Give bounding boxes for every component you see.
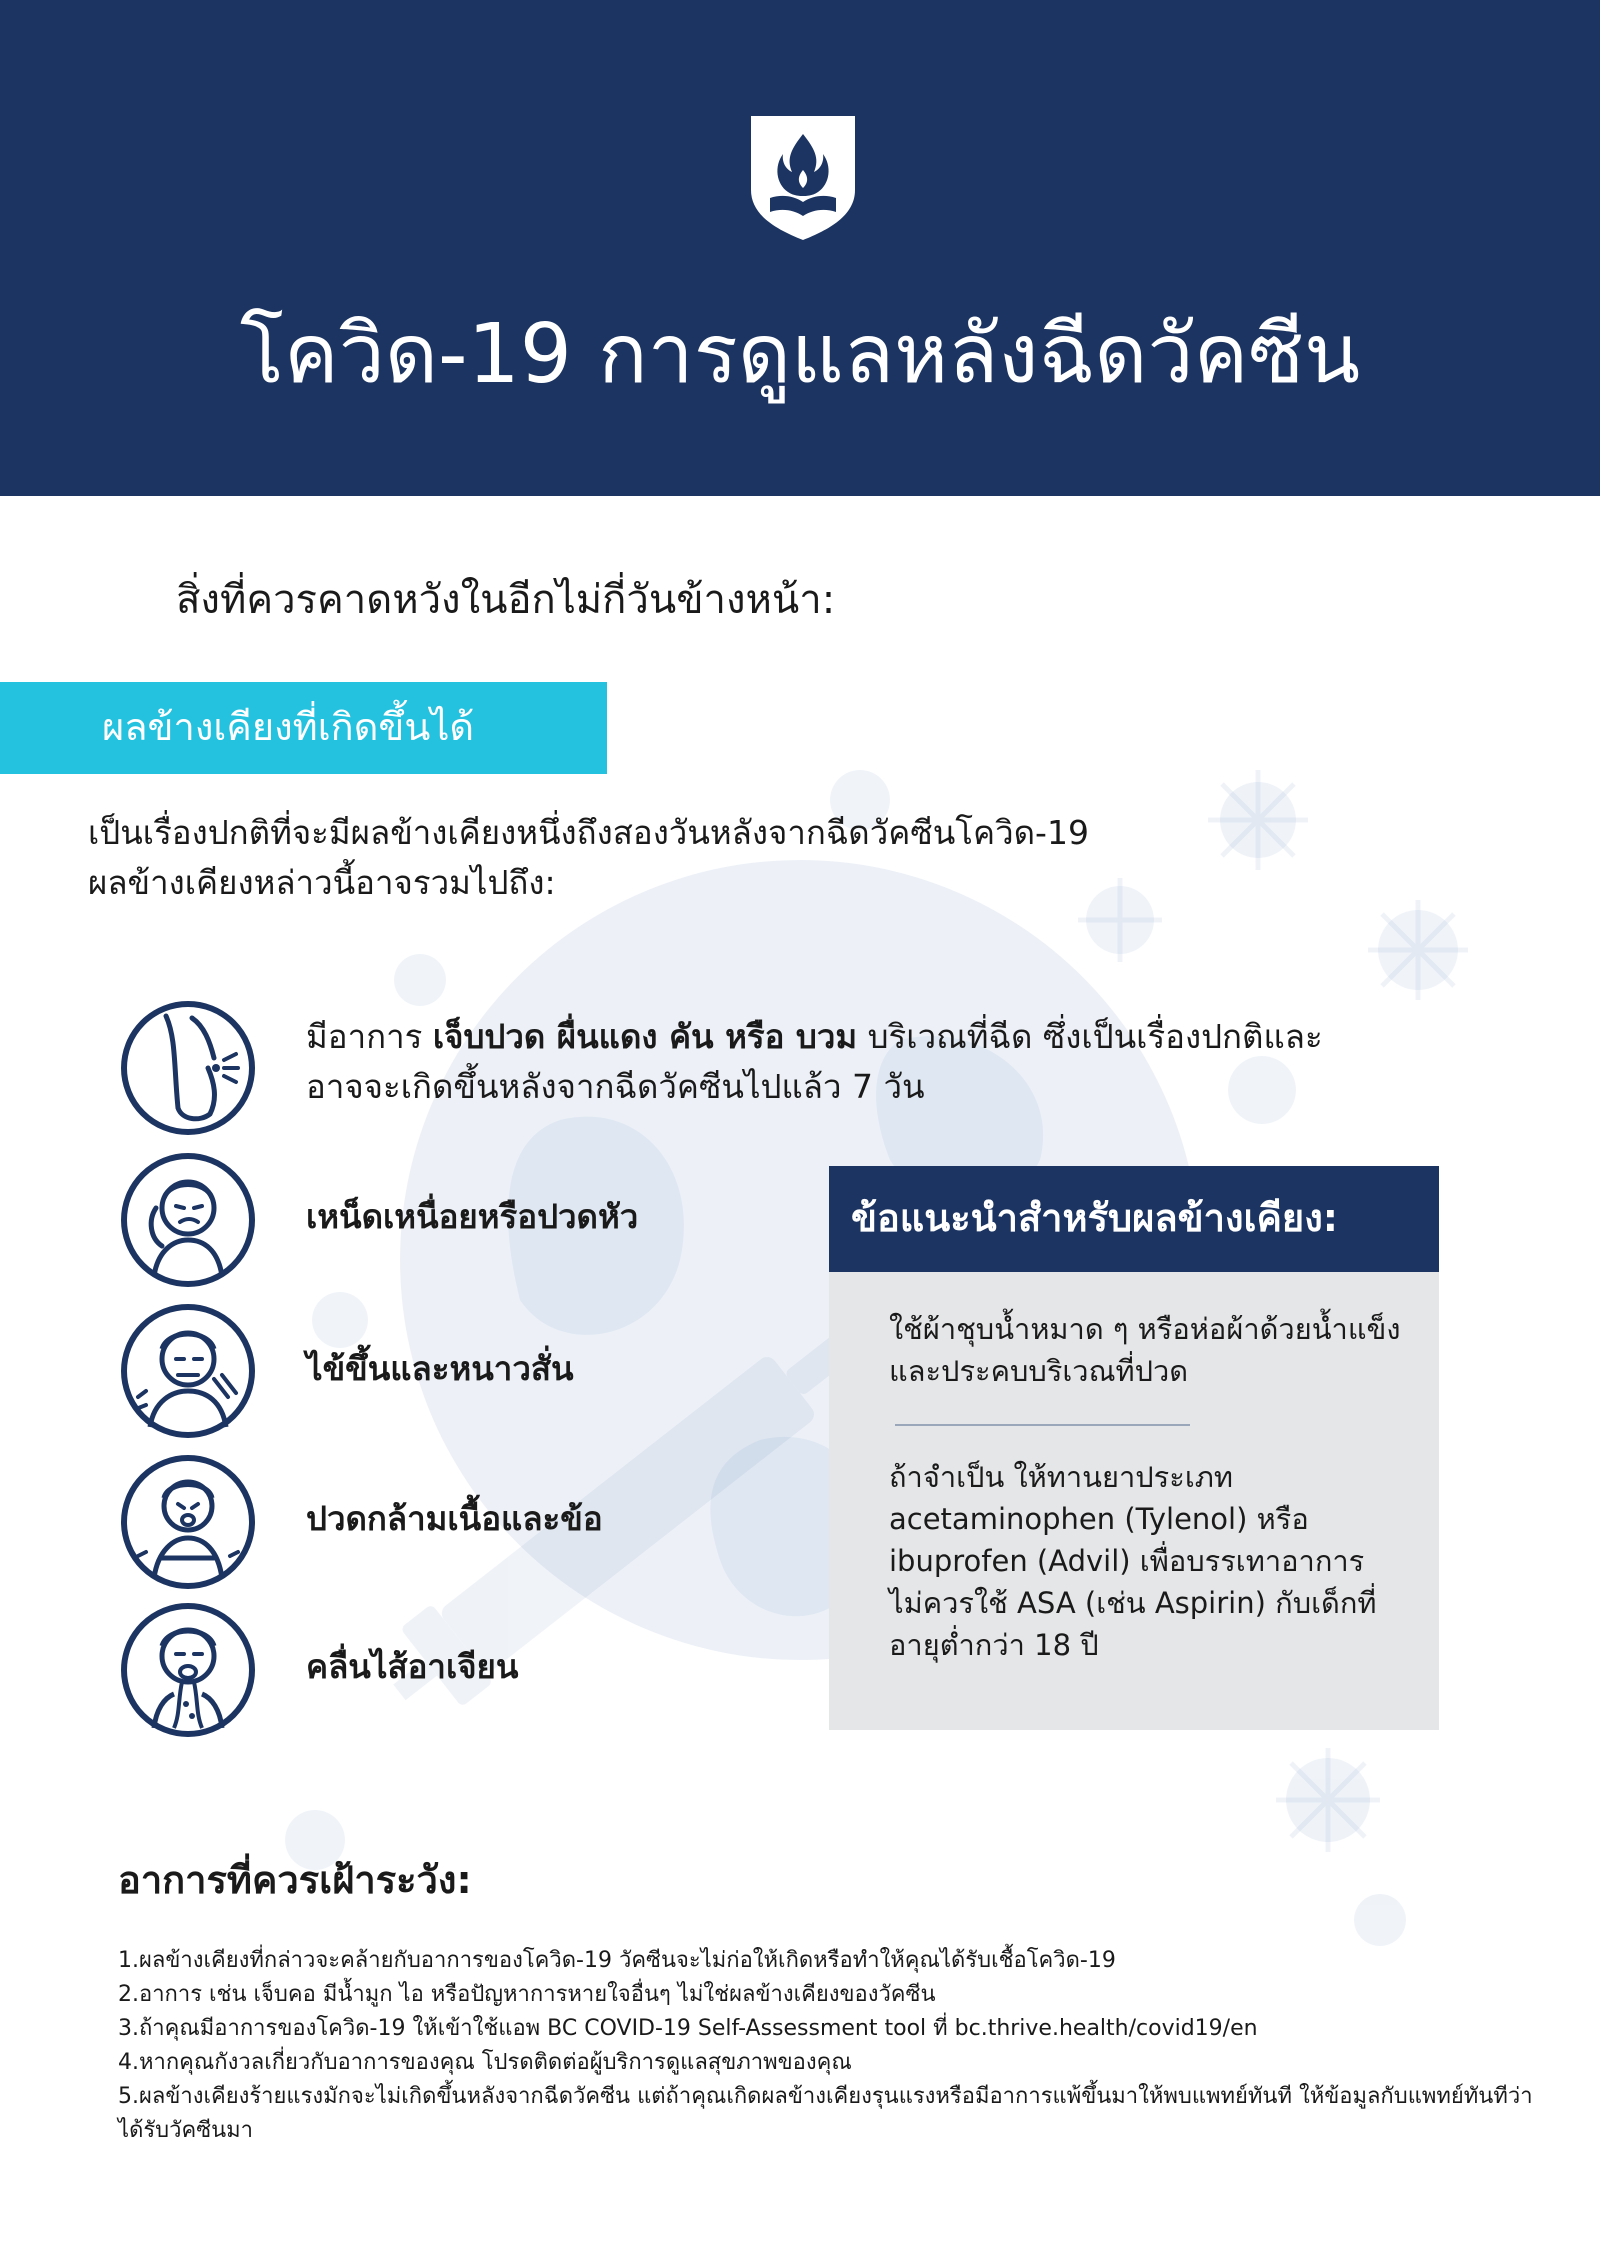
advice-tip2-line-3 [889, 1540, 1409, 1582]
symptom-fever-chills: ไข้ขึ้นและหนาวสั่น [306, 1349, 574, 1388]
aspirin-text: Aspirin [1154, 1586, 1255, 1620]
advice-heading-bar [829, 1166, 1439, 1272]
subtitle: สิ่งที่ควรคาดหวังในอีกไม่กี่วันข้างหน้า: [176, 577, 836, 623]
flame-book-shield-icon [748, 112, 858, 242]
symptom-injection-bold: เจ็บปวด ผื่นแดง คัน หรือ บวม [432, 1017, 858, 1056]
symptom-injection-post: บริเวณที่ฉีด ซึ่งเป็นเรื่องปกติและ [857, 1017, 1323, 1056]
muscle-joint-pain-person-icon [118, 1452, 258, 1592]
injection-site-arm-icon [118, 998, 258, 1138]
advice-tip2-line-5: อายุต่ำกว่า 18 ปี [889, 1628, 1099, 1662]
side-effects-heading-band [0, 682, 607, 774]
side-effects-intro [88, 808, 1188, 908]
watch-notes [118, 1944, 1558, 2148]
symptom-injection-pre: มีอาการ [306, 1017, 433, 1056]
advice-tip1-line-2: และประคบบริเวณที่ปวด [889, 1354, 1189, 1388]
symptom-muscle-joint-pain: ปวดกล้ามเนื้อและข้อ [306, 1499, 603, 1538]
such-as-text: (เช่น [1075, 1586, 1155, 1620]
for-children-text: ) กับเด็กที่ [1254, 1586, 1377, 1620]
relieve-text: เพื่อบรรเทาอาการ [1130, 1544, 1365, 1578]
advice-tip-cold-compress [889, 1308, 1409, 1392]
ibuprofen-text: ibuprofen (Advil) [889, 1544, 1131, 1578]
header-banner [0, 0, 1600, 496]
side-effects-heading: ผลข้างเคียงที่เกิดขึ้นได้ [102, 705, 475, 749]
advice-tip-medication [889, 1456, 1409, 1666]
tired-headache-person-icon [118, 1150, 258, 1290]
symptom-injection-line-2: อาจจะเกิดขึ้นหลังจากฉีดวัคซีนไปแล้ว 7 วัน [306, 1067, 925, 1106]
do-not-use-text: ไม่ควรใช้ [889, 1586, 1018, 1620]
watch-note: 1.ผลข้างเคียงที่กล่าวจะคล้ายกับอาการของโควิด-19 วัคซีนจะไม่ก่อให้เกิดหรือทำให้คุณได้รับเชื้อโควิด-19 [118, 1948, 1116, 1973]
watch-note: ได้รับวัคซีนมา [118, 2118, 254, 2143]
watch-note: 3.ถ้าคุณมีอาการของโควิด-19 ให้เข้าใช้แอพ BC COVID-19 Self-Assessment tool ที่ bc.thrive.health/covid19/en [118, 2016, 1258, 2041]
advice-tip2-line-1: ถ้าจำเป็น ให้ทานยาประเภท [889, 1460, 1233, 1494]
symptom-injection-line-1 [306, 1012, 1323, 1062]
watch-note: 2.อาการ เช่น เจ็บคอ มีน้ำมูก ไอ หรือปัญหาการหายใจอื่นๆ ไม่ใช่ผลข้างเคียงของวัคซีน [118, 1982, 936, 2007]
page-title: โควิด-19 การดูแลหลังฉีดวัคซีน [239, 307, 1361, 402]
watch-note: 4.หากคุณกังวลเกี่ยวกับอาการของคุณ โปรดติดต่อผู้บริการดูแลสุขภาพของคุณ [118, 2050, 852, 2075]
asa-text: ASA [1017, 1586, 1076, 1620]
advice-tip1-line-1: ใช้ผ้าชุบน้ำหมาด ๆ หรือห่อผ้าด้วยน้ำแข็ง [889, 1312, 1401, 1346]
symptom-injection-site [306, 1012, 1323, 1112]
advice-divider [895, 1424, 1190, 1426]
advice-tip2-line-2 [889, 1498, 1409, 1540]
nausea-person-icon [118, 1600, 258, 1740]
intro-line-1: เป็นเรื่องปกติที่จะมีผลข้างเคียงหนึ่งถึงสองวันหลังจากฉีดวัคซีนโควิด-19 [88, 813, 1089, 852]
intro-line-2: ผลข้างเคียงหล่าวนี้อาจรวมไปถึง: [88, 863, 556, 902]
symptom-nausea: คลื่นไส้อาเจียน [306, 1647, 519, 1686]
watch-heading: อาการที่ควรเฝ้าระวัง: [118, 1858, 472, 1902]
advice-tip2-line-4 [889, 1582, 1409, 1624]
watch-note: 5.ผลข้างเคียงร้ายแรงมักจะไม่เกิดขึ้นหลังจากฉีดวัคซีน แต่ถ้าคุณเกิดผลข้างเคียงรุนแรงหรือมีอาการแพ้ขึ้นมาให้พบแพทย์ทันที ให้ข้อมูลกับแพทย์ทันทีว่า [118, 2084, 1533, 2109]
fever-chills-person-icon [118, 1301, 258, 1441]
acetaminophen-text: acetaminophen (Tylenol) [889, 1502, 1248, 1536]
or-text: หรือ [1247, 1502, 1309, 1536]
advice-heading: ข้อแนะนำสำหรับผลข้างเคียง: [851, 1196, 1338, 1240]
symptom-fatigue-headache: เหน็ดเหนื่อยหรือปวดหัว [306, 1197, 639, 1236]
